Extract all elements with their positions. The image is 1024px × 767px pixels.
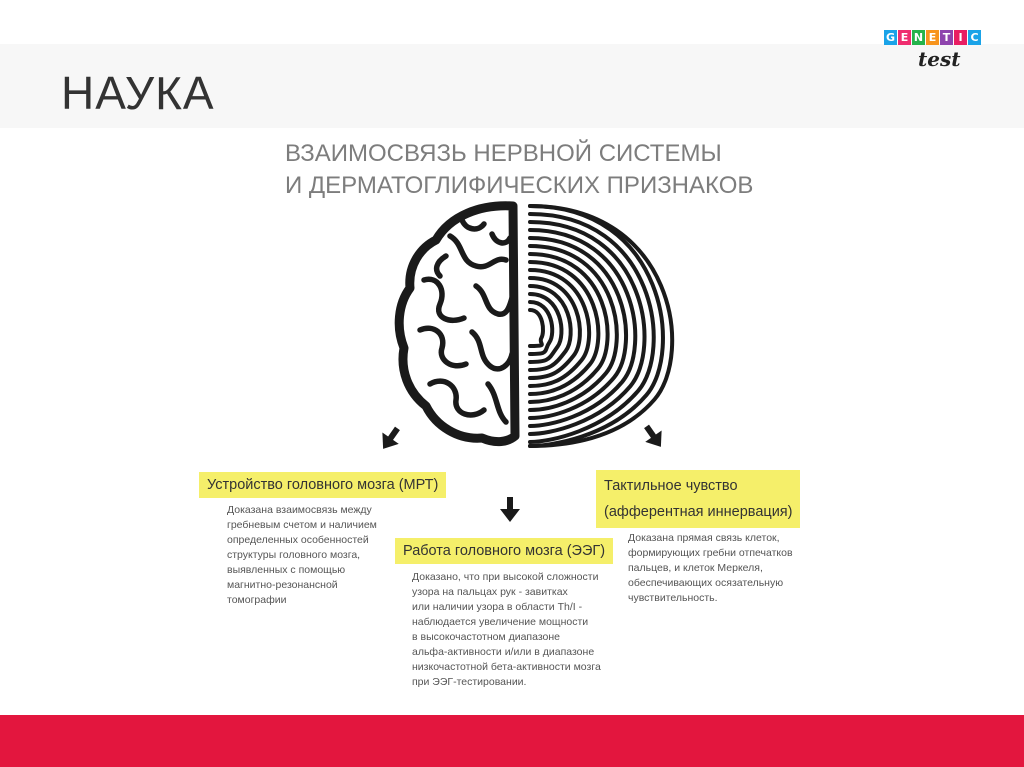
text-line: низкочастотной бета-активности мозга bbox=[412, 661, 601, 673]
text-line: пальцев, и клеток Меркеля, bbox=[628, 562, 763, 574]
logo-letter: T bbox=[940, 30, 953, 45]
logo-letter: E bbox=[926, 30, 939, 45]
arrow-down-center-icon bbox=[498, 497, 522, 523]
text-brain-activity bbox=[412, 570, 601, 690]
text-line: или наличии узора в области Th/I - bbox=[412, 601, 583, 613]
arrow-down-left-icon bbox=[378, 426, 402, 452]
label-brain-structure: Устройство головного мозга (МРТ) bbox=[199, 472, 446, 498]
fingerprint-icon bbox=[530, 206, 672, 446]
logo-letter: N bbox=[913, 31, 924, 44]
diagram-heading bbox=[285, 138, 753, 202]
brain-fingerprint-illustration bbox=[380, 200, 680, 460]
text-line: узора на пальцах рук - завитках bbox=[412, 586, 568, 598]
text-line: структуры головного мозга, bbox=[227, 549, 361, 561]
text-line: альфа-активности и/или в диапазоне bbox=[412, 646, 595, 658]
text-line: Доказано, что при высокой сложности bbox=[412, 571, 599, 583]
text-line: гребневым счетом и наличием bbox=[227, 519, 377, 531]
text-line: магнитно-резонансной bbox=[227, 579, 338, 591]
genetic-test-logo bbox=[884, 30, 1004, 78]
text-line: выявленных с помощью bbox=[227, 564, 346, 576]
text-tactile-sense bbox=[628, 531, 793, 606]
label-tactile-sense bbox=[596, 470, 800, 528]
logo-letter: G bbox=[885, 31, 896, 44]
logo-subtitle: test bbox=[918, 47, 961, 71]
text-line: чувствительность. bbox=[628, 592, 718, 604]
label-tactile-line2: (афферентная иннервация) bbox=[604, 504, 793, 520]
text-line: Доказана прямая связь клеток, bbox=[628, 532, 780, 544]
logo-letter: E bbox=[898, 30, 911, 45]
text-line: Доказана взаимосвязь между bbox=[227, 504, 372, 516]
fingerprint-ridge bbox=[530, 310, 543, 346]
diagram-heading-line1: ВЗАИМОСВЯЗЬ НЕРВНОЙ СИСТЕМЫ bbox=[285, 140, 722, 167]
logo-letter: I bbox=[954, 30, 967, 45]
footer-bar bbox=[0, 715, 1024, 767]
text-line: при ЭЭГ-тестировании. bbox=[412, 676, 527, 688]
header-top-band bbox=[0, 0, 1024, 44]
text-line: наблюдается увеличение мощности bbox=[412, 616, 589, 628]
slide-header bbox=[0, 0, 1024, 128]
text-line: томографии bbox=[227, 594, 287, 606]
logo-letters bbox=[884, 30, 1004, 45]
label-tactile-line1: Тактильное чувство bbox=[604, 478, 738, 494]
text-line: определенных особенностей bbox=[227, 534, 369, 546]
brain-icon bbox=[399, 206, 515, 442]
logo-letter: C bbox=[968, 30, 981, 45]
text-brain-structure bbox=[227, 503, 377, 608]
label-brain-activity: Работа головного мозга (ЭЭГ) bbox=[395, 538, 613, 564]
arrow-down-right-icon bbox=[642, 424, 666, 450]
text-line: формирующих гребни отпечатков bbox=[628, 547, 793, 559]
diagram-heading-line2: И ДЕРМАТОГЛИФИЧЕСКИХ ПРИЗНАКОВ bbox=[285, 172, 754, 199]
text-line: в высокочастотном диапазоне bbox=[412, 631, 561, 643]
page-title: НАУКА bbox=[61, 67, 215, 119]
text-line: обеспечивающих осязательную bbox=[628, 577, 784, 589]
